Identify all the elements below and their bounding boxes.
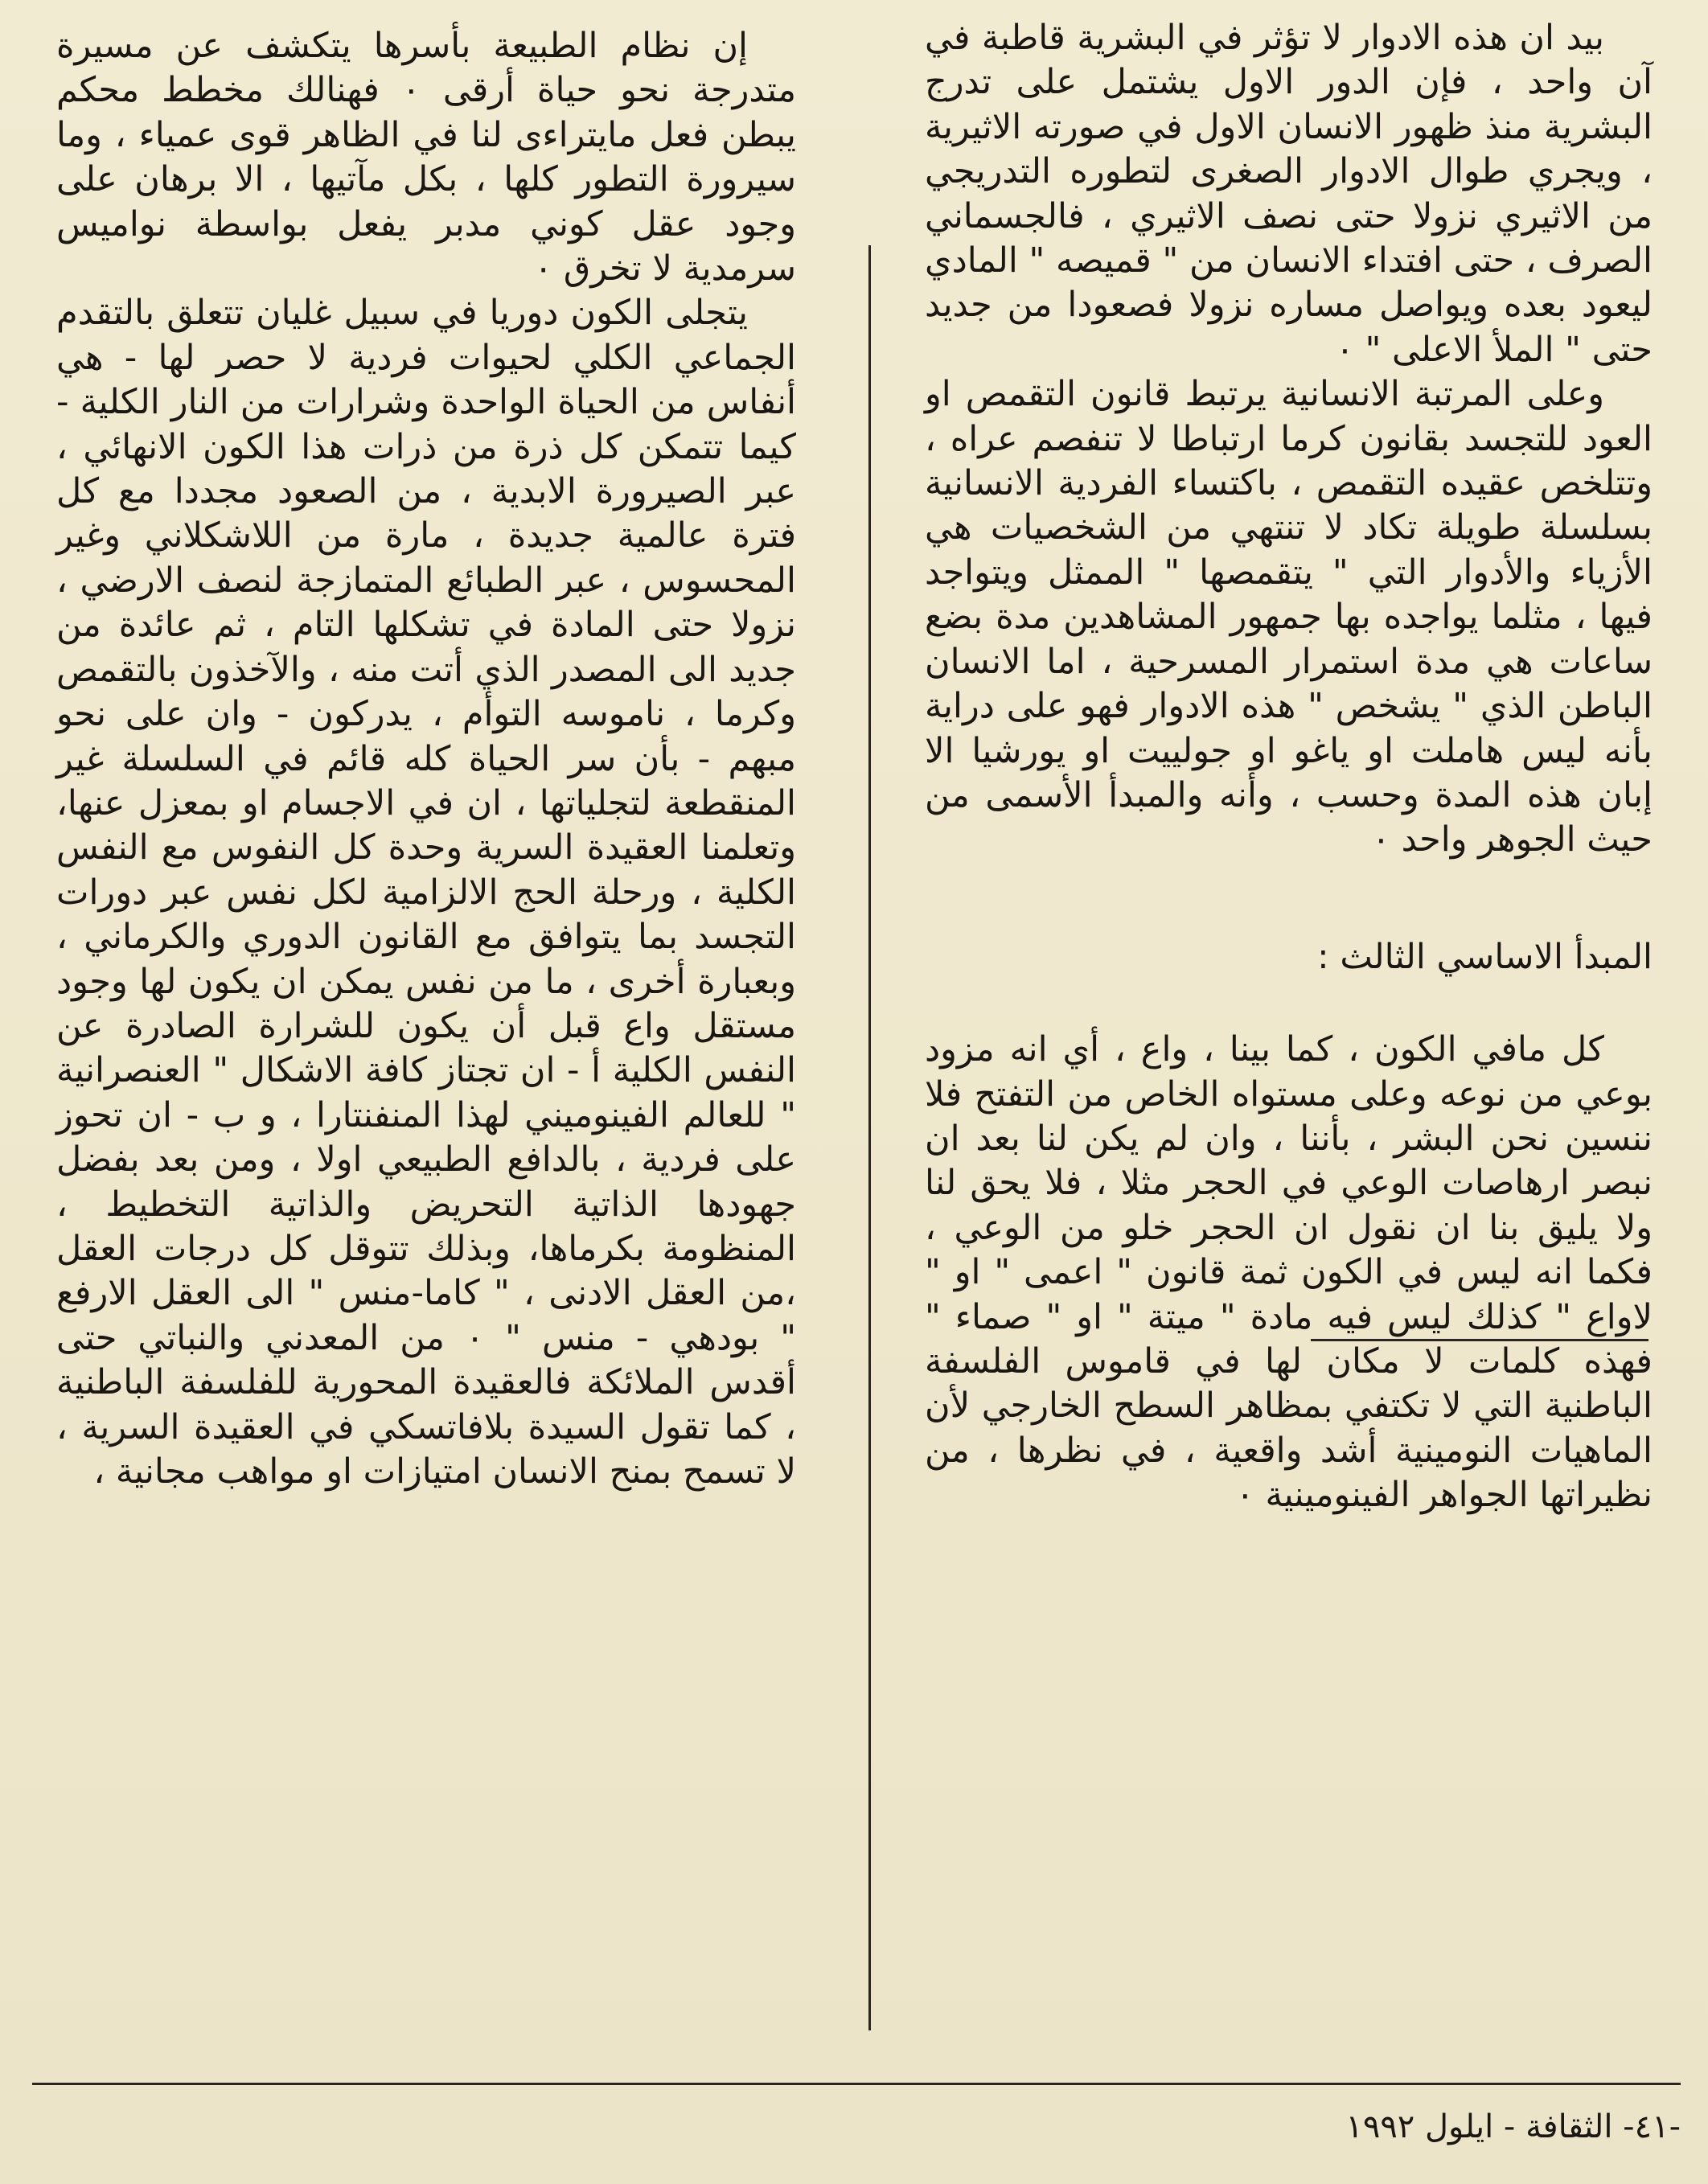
section-heading: المبدأ الاساسي الثالث : bbox=[1317, 936, 1653, 977]
left-text-column bbox=[56, 24, 796, 1494]
paragraph: بيد ان هذه الادوار لا تؤثر في البشرية قاطبة في آن واحد ، فإن الدور الاول يشتمل على تدرج البشرية منذ ظهور الانسان الاول في صورته الاثيرية ، ويجري طوال الادوار الصغرى لتطوره التدريجي من الاثيري نزولا حتى نصف الاثيري ، فالجسماني الصرف ، حتى افتداء الانسان من " قميصه " المادي ليعود بعده ويواصل مساره نزولا فصعودا من جديد حتى " الملأ الاعلى " ٠ bbox=[925, 18, 1653, 370]
right-text-column bbox=[925, 16, 1653, 1518]
paragraph: إن نظام الطبيعة بأسرها يتكشف عن مسيرة متدرجة نحو حياة أرقى ٠ فهنالك مخطط محكم يبطن فعل مايتراءى لنا في الظاهر قوى عمياء ، وما سيرورة التطور كلها ، بكل مآتيها ، الا برهان على وجود عقل كوني مدبر يفعل بواسطة نواميس سرمدية لا تخرق ٠ bbox=[56, 26, 796, 289]
page-footer: -٤١- الثقافة - ايلول ١٩٩٢ bbox=[1345, 2108, 1681, 2145]
section-spacer bbox=[925, 863, 1653, 911]
footer-rule bbox=[32, 2083, 1681, 2085]
heading-underline bbox=[1311, 1339, 1648, 1341]
paragraph: وعلى المرتبة الانسانية يرتبط قانون التقمص او العود للتجسد بقانون كرما ارتباطا لا تنفصم عراه ، وتتلخص عقيده التقمص ، باكتساء الفردية الانسانية بسلسلة طويلة تكاد لا تنتهي من الشخصيات هي الأزياء والأدوار التي " يتقمصها " الممثل ويتواجد فيها ، مثلما يواجده بها جمهور المشاهدين مدة بضع ساعات هي مدة استمرار المسرحية ، اما الانسان الباطن الذي " يشخص " هذه الادوار فهو على دراية بأنه ليس هاملت او ياغو او جولييت او يورشيا الا إبان هذه المدة وحسب ، وأنه والمبدأ الأسمى من حيث الجوهر واحد ٠ bbox=[925, 374, 1653, 860]
section-spacer bbox=[925, 979, 1653, 1028]
paragraph: يتجلى الكون دوريا في سبيل غليان تتعلق بالتقدم الجماعي الكلي لحيوات فردية لا حصر لها - هي أنفاس من الحياة الواحدة وشرارات من النار الكلية - كيما تتمكن كل ذرة من ذرات هذا الكون الانهائي ، عبر الصيرورة الابدية ، من الصعود مجددا مع كل فترة عالمية جديدة ، مارة من اللاشكلاني وغير المحسوس ، عبر الطبائع المتمازجة لنصف الارضي ، نزولا حتى المادة في تشكلها التام ، ثم عائدة من جديد الى المصدر الذي أتت منه ، والآخذون بالتقمص وكرما ، ناموسه التوأم ، يدركون - وان على نحو مبهم - بأن سر الحياة كله قائم في السلسلة غير المنقطعة لتجلياتها ، ان في الاجسام او بمعزل عنها، وتعلمنا العقيدة السرية وحدة كل النفوس مع النفس الكلية ، ورحلة الحج الالزامية لكل نفس عبر دورات التجسد بما يتوافق مع القانون الدوري والكرماني ، وبعبارة أخرى ، ما من نفس يمكن ان يكون لها وجود مستقل واع قبل أن يكون للشرارة الصادرة عن النفس الكلية أ - ان تجتاز كافة الاشكال " العنصرانية " للعالم الفينوميني لهذا المنفنتارا ، و ب - ان تحوز على فردية ، بالدافع الطبيعي اولا ، ومن بعد بفضل جهودها الذاتية التحريض والذاتية التخطيط ، المنظومة بكرماها، وبذلك تتوقل كل درجات العقل ،من العقل الادنى ، " كاما-منس " الى العقل الارفع " بودهي - منس " ٠ من المعدني والنباتي حتى أقدس الملائكة فالعقيدة المحورية للفلسفة الباطنية ، كما تقول السيدة بلافاتسكي في العقيدة السرية ، لا تسمح بمنح الانسان امتيازات او مواهب مجانية ، bbox=[56, 293, 797, 1492]
paragraph: كل مافي الكون ، كما بينا ، واع ، أي انه مزود بوعي من نوعه وعلى مستواه الخاص من التفتح فلا ننسين نحن البشر ، بأننا ، وان لم يكن لنا بعد ان نبصر ارهاصات الوعي في الحجر مثلا ، فلا يحق لنا ولا يليق بنا ان نقول ان الحجر خلو من الوعي ، فكما انه ليس في الكون ثمة قانون " اعمى " او " لاواع " كذلك ليس فيه مادة " ميتة " او " صماء " فهذه كلمات لا مكان لها في قاموس الفلسفة الباطنية التي لا تكتفي بمظاهر السطح الخارجي لأن الماهيات النومينية أشد واقعية ، في نظرها ، من نظيراتها الجواهر الفينومينية ٠ bbox=[925, 1029, 1653, 1516]
column-divider bbox=[868, 245, 871, 2030]
